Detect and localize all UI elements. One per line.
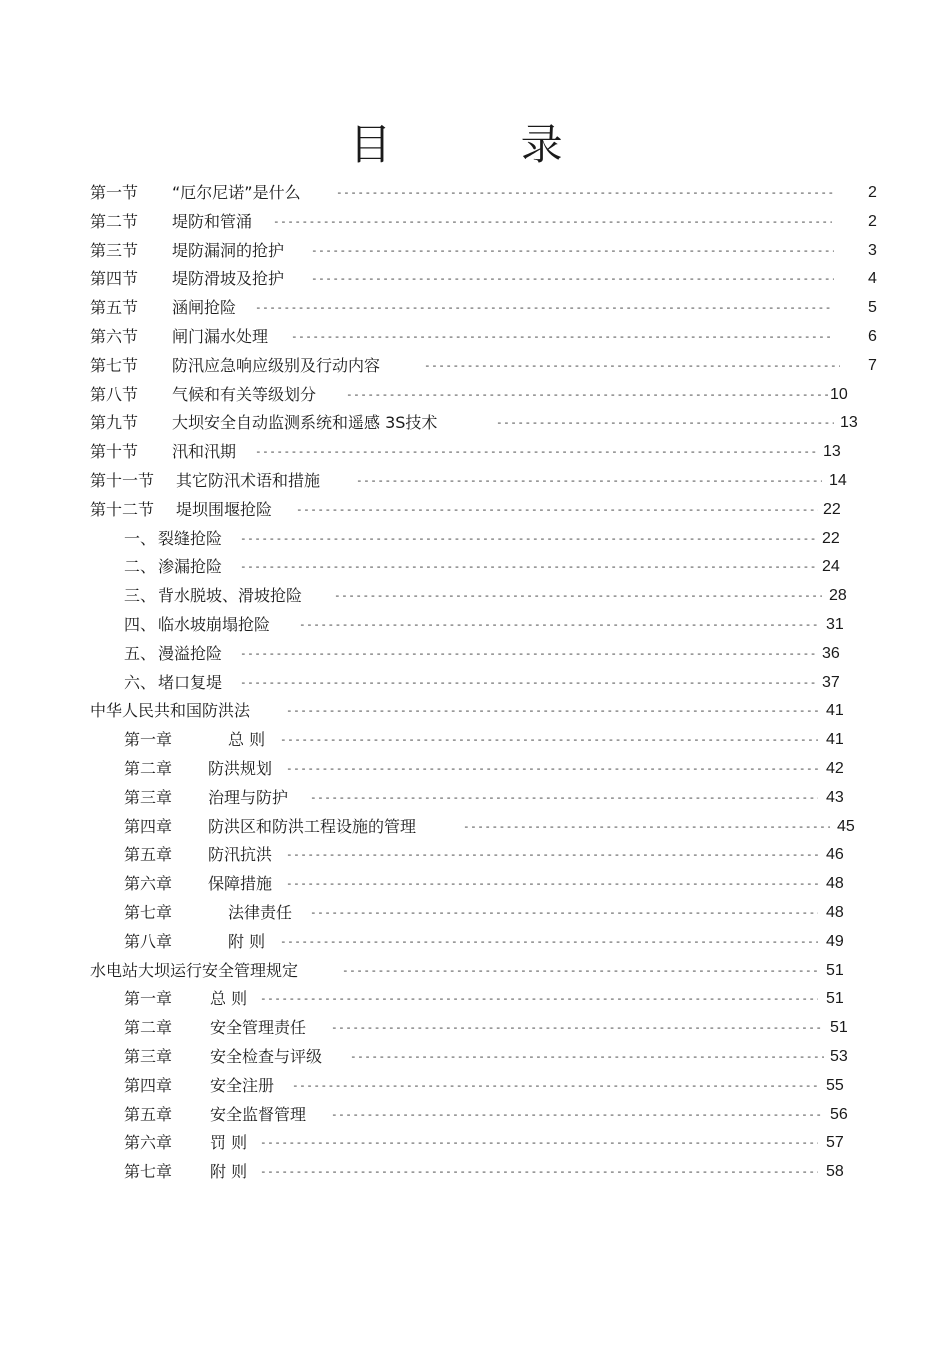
toc-leader-dashes: [260, 984, 818, 1013]
toc-page-number: 37: [822, 673, 840, 691]
toc-leader-dashes: [336, 178, 834, 207]
toc-entry-title: 堵口复堤: [158, 672, 223, 692]
toc-leader-dashes: [311, 236, 834, 265]
toc-entry[interactable]: [0, 1042, 950, 1071]
toc-entry-number: 第四章: [124, 1075, 173, 1095]
toc-entry[interactable]: [0, 322, 950, 351]
toc-entry-title: 保障措施: [208, 874, 273, 894]
toc-leader-dashes: [273, 207, 832, 236]
toc-entry-number: 第八节: [90, 384, 139, 404]
toc-page-number: 13: [823, 443, 841, 461]
toc-leader-dashes: [331, 1100, 822, 1129]
toc-entry-title: 漫溢抢险: [158, 643, 223, 663]
toc-leader-dashes: [286, 696, 818, 725]
toc-entry[interactable]: [0, 207, 950, 236]
toc-page-number: 53: [830, 1048, 848, 1065]
toc-page-number: 56: [830, 1105, 848, 1123]
toc-leader-dashes: [310, 898, 818, 927]
toc-entry-number: 六、: [124, 672, 157, 692]
toc-entry-title: 防汛应急响应级别及行动内容: [172, 355, 381, 375]
toc-leader-dashes: [356, 466, 822, 495]
toc-entry-title: 其它防汛术语和措施: [176, 471, 321, 490]
toc-entry-title: 防汛抗洪: [208, 845, 273, 865]
toc-entry[interactable]: [0, 898, 950, 927]
toc-entry-number: 第三节: [90, 240, 139, 260]
toc-page-number: 24: [822, 558, 840, 576]
toc-leader-dashes: [255, 437, 818, 466]
toc-leader-dashes: [255, 293, 830, 322]
toc-entry[interactable]: [0, 956, 950, 985]
toc-entry[interactable]: [0, 869, 950, 898]
toc-leader-dashes: [260, 1157, 818, 1186]
toc-entry[interactable]: [0, 927, 950, 956]
toc-leader-dashes: [331, 1013, 822, 1042]
toc-entry-number: 第三章: [124, 787, 173, 807]
toc-page-number: 49: [826, 932, 844, 950]
toc-entry[interactable]: [0, 725, 950, 754]
toc-page-number: 14: [829, 472, 847, 489]
toc-entry[interactable]: [0, 495, 950, 524]
toc-entry[interactable]: [0, 178, 950, 207]
toc-entry-number: 第五章: [124, 845, 173, 865]
toc-entry[interactable]: [0, 264, 950, 293]
toc-entry[interactable]: [0, 1071, 950, 1100]
toc-entry-number: 第一章: [124, 989, 173, 1009]
toc-leader-dashes: [310, 783, 818, 812]
toc-entry-number: 第一章: [124, 730, 173, 750]
toc-entry-number: 第二节: [90, 211, 139, 231]
toc-entry-title: 背水脱坡、滑坡抢险: [158, 586, 303, 606]
toc-page-number: 36: [822, 644, 840, 662]
toc-page-number: 42: [826, 760, 844, 777]
toc-entry-number: 第九节: [90, 413, 139, 433]
toc-entry-number: 第二章: [124, 1018, 173, 1038]
toc-leader-dashes: [240, 668, 815, 697]
toc-entry-number: 第三章: [124, 1047, 173, 1066]
toc-page-number: 43: [826, 788, 844, 806]
toc-entry-title: 堤防滑坡及抢护: [172, 269, 285, 289]
toc-entry-number: 一、: [124, 528, 157, 548]
toc-leader-dashes: [463, 812, 830, 841]
toc-leader-dashes: [496, 408, 834, 437]
toc-entry-title: 大坝安全自动监测系统和遥感 3S技术: [172, 413, 438, 433]
toc-entry-number: 第七章: [124, 1162, 173, 1182]
toc-page-number: 13: [840, 414, 858, 432]
toc-page-number: 55: [826, 1076, 844, 1094]
toc-entry[interactable]: [0, 696, 950, 725]
toc-page-number: 28: [829, 587, 847, 605]
toc-entry-number: 第二章: [124, 759, 173, 778]
toc-entry-title: 堤防漏洞的抢护: [172, 240, 285, 260]
toc-page-number: 4: [868, 270, 877, 288]
toc-entry[interactable]: [0, 552, 950, 581]
toc-leader-dashes: [280, 927, 818, 956]
toc-page-number: 48: [826, 904, 844, 921]
toc-entry[interactable]: [0, 581, 950, 610]
toc-entry-title: 渗漏抢险: [158, 557, 223, 577]
toc-entry-title: 汛和汛期: [172, 442, 237, 462]
toc-entry[interactable]: [0, 840, 950, 869]
toc-entry-number: 第五章: [124, 1104, 173, 1124]
toc-entry[interactable]: [0, 1128, 950, 1157]
toc-entry[interactable]: [0, 783, 950, 812]
toc-leader-dashes: [240, 524, 815, 553]
toc-page-number: 57: [826, 1134, 844, 1152]
toc-entry-title: 水电站大坝运行安全管理规定: [90, 960, 299, 980]
toc-entry-number: 四、: [124, 615, 157, 634]
toc-page-number: 3: [868, 241, 877, 259]
toc-page-number: 51: [830, 1019, 848, 1037]
toc-entry-number: 第一节: [90, 183, 139, 202]
toc-entry[interactable]: [0, 984, 950, 1013]
toc-entry[interactable]: [0, 668, 950, 697]
toc-entry-number: 第十二节: [90, 499, 155, 519]
toc-entry-title: 安全注册: [210, 1075, 275, 1095]
toc-entry-title: 气候和有关等级划分: [172, 384, 317, 404]
toc-entry[interactable]: [0, 466, 950, 495]
toc-entry-title: 安全管理责任: [210, 1018, 307, 1038]
toc-entry[interactable]: [0, 408, 950, 437]
toc-entry[interactable]: [0, 524, 950, 553]
toc-page-number: 41: [826, 731, 844, 749]
toc-leader-dashes: [299, 610, 818, 639]
toc-entry-title: 罚 则: [210, 1133, 248, 1153]
toc-page-number: 2: [868, 212, 877, 230]
toc-entry[interactable]: [0, 236, 950, 265]
toc-page-number: 6: [868, 328, 877, 345]
toc-page-number: 58: [826, 1163, 844, 1181]
toc-entry-number: 三、: [124, 586, 157, 606]
toc-entry-number: 第七章: [124, 903, 173, 922]
toc-entry-number: 第七节: [90, 355, 139, 375]
toc-entry-number: 第四章: [124, 816, 173, 836]
toc-leader-dashes: [286, 754, 818, 783]
toc-entry-number: 第六章: [124, 874, 173, 894]
toc-entry-number: 第十节: [90, 442, 139, 462]
toc-entry-title: 附 则: [210, 1162, 248, 1182]
toc-entry-title: 治理与防护: [208, 787, 289, 807]
toc-entry-title: 防洪区和防洪工程设施的管理: [208, 816, 417, 836]
toc-entry-number: 第六章: [124, 1133, 173, 1153]
toc-page-number: 10: [830, 385, 848, 403]
toc-page-number: 22: [822, 529, 840, 547]
toc-leader-dashes: [240, 639, 815, 668]
page-title: 目 录: [349, 120, 621, 169]
toc-entry-title: 安全检查与评级: [210, 1047, 323, 1066]
toc-entry-number: 二、: [124, 557, 157, 577]
toc-entry-number: 第八章: [124, 931, 173, 951]
toc-page-number: 22: [823, 500, 841, 518]
toc-leader-dashes: [424, 351, 840, 380]
toc-entry[interactable]: [0, 812, 950, 841]
toc-entry-number: 第十一节: [90, 471, 155, 490]
toc-page-number: 5: [868, 299, 877, 317]
toc-page-number: 45: [837, 817, 855, 835]
toc-entry-title: 临水坡崩塌抢险: [158, 615, 271, 634]
toc-entry-title: 法律责任: [228, 903, 293, 922]
toc-entry-title: 裂缝抢险: [158, 528, 223, 548]
toc-leader-dashes: [260, 1128, 818, 1157]
toc-leader-dashes: [286, 840, 818, 869]
toc-entry-title: 闸门漏水处理: [172, 327, 269, 346]
toc-leader-dashes: [240, 552, 815, 581]
toc-entry[interactable]: [0, 639, 950, 668]
toc-page-number: 51: [826, 961, 844, 979]
toc-entry-title: 安全监督管理: [210, 1104, 307, 1124]
toc-entry-title: 中华人民共和国防洪法: [90, 701, 251, 721]
toc-entry-title: 堤防和管涌: [172, 211, 253, 231]
toc-entry-title: 附 则: [228, 931, 266, 951]
toc-entry[interactable]: [0, 437, 950, 466]
toc-leader-dashes: [286, 869, 818, 898]
toc-entry[interactable]: [0, 610, 950, 639]
toc-entry-number: 五、: [124, 643, 157, 663]
toc-entry-title: “厄尔尼诺”是什么: [172, 183, 301, 202]
toc-entry[interactable]: [0, 754, 950, 783]
toc-leader-dashes: [280, 725, 818, 754]
toc-entry-title: 总 则: [228, 730, 266, 750]
toc-leader-dashes: [292, 1071, 820, 1100]
toc-leader-dashes: [311, 264, 834, 293]
toc-entry-title: 堤坝围堰抢险: [176, 499, 273, 519]
toc-leader-dashes: [350, 1042, 824, 1071]
toc-leader-dashes: [296, 495, 818, 524]
toc-page-number: 46: [826, 846, 844, 864]
toc-leader-dashes: [342, 956, 818, 985]
toc-page-number: 48: [826, 875, 844, 893]
toc-page-number: 2: [868, 184, 877, 201]
toc-entry[interactable]: [0, 1157, 950, 1186]
toc-entry-title: 涵闸抢险: [172, 298, 237, 318]
toc-entry[interactable]: [0, 1100, 950, 1129]
toc-leader-dashes: [291, 322, 834, 351]
toc-entry[interactable]: [0, 380, 950, 409]
toc-leader-dashes: [334, 581, 822, 610]
toc-entry-title: 防洪规划: [208, 759, 273, 778]
toc-entry-number: 第六节: [90, 327, 139, 346]
toc-entry-number: 第四节: [90, 269, 139, 289]
toc-entry[interactable]: [0, 351, 950, 380]
toc-entry[interactable]: [0, 1013, 950, 1042]
toc-entry[interactable]: [0, 293, 950, 322]
toc-leader-dashes: [346, 380, 828, 409]
toc-page-number: 7: [868, 356, 877, 374]
toc-page-number: 51: [826, 990, 844, 1008]
toc-page-number: 41: [826, 702, 844, 720]
toc-page-number: 31: [826, 616, 844, 633]
toc-entry-title: 总 则: [210, 989, 248, 1009]
toc-entry-number: 第五节: [90, 298, 139, 318]
